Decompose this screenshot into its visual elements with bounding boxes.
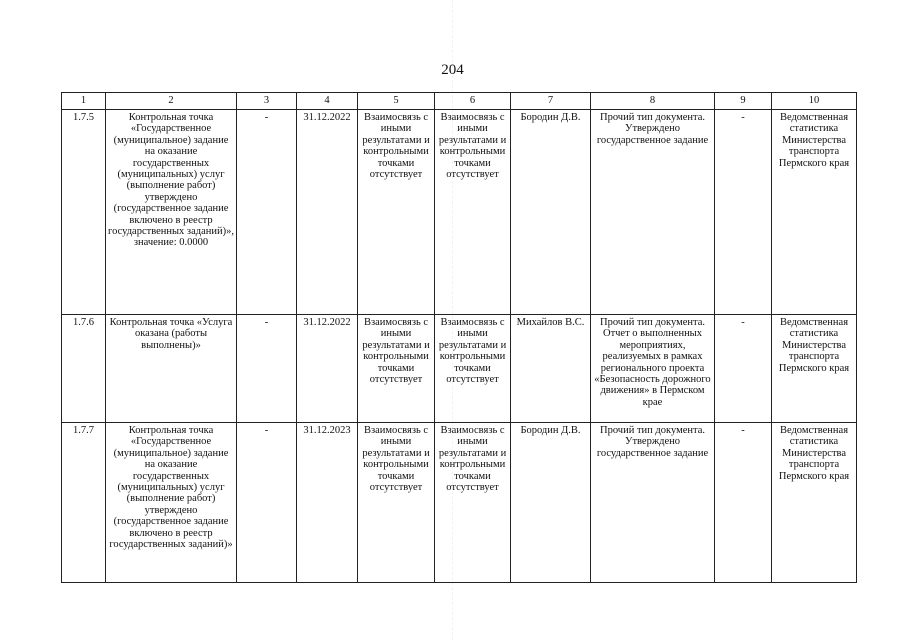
responsible-person: Михайлов В.С. (511, 315, 591, 423)
col-header-6: 6 (435, 93, 511, 110)
document-type: Прочий тип документа. Утверждено государственное задание (591, 423, 715, 583)
relation-results: Взаимосвязь с иными результатами и контрольными точками отсутствует (358, 423, 435, 583)
relation-results: Взаимосвязь с иными результатами и контрольными точками отсутствует (435, 110, 511, 315)
page-number: 204 (441, 62, 464, 78)
document-type: Прочий тип документа. Отчет о выполненных мероприятиях, реализуемых в рамках регионального проекта «Безопасность дорожного движения» в Пермском крае (591, 315, 715, 423)
relation-results: Взаимосвязь с иными результатами и контрольными точками отсутствует (358, 110, 435, 315)
col9-value: - (715, 110, 772, 315)
col-header-2: 2 (106, 93, 237, 110)
due-date: 31.12.2023 (297, 423, 358, 583)
table-row (62, 423, 857, 583)
info-source: Ведомственная статистика Министерства транспорта Пермского края (772, 110, 857, 315)
row-number: 1.7.7 (62, 423, 106, 583)
col-header-1: 1 (62, 93, 106, 110)
col3-value: - (237, 423, 297, 583)
control-point-name: Контрольная точка «Услуга оказана (работы выполнены)» (106, 315, 237, 423)
col3-value: - (237, 315, 297, 423)
control-point-name: Контрольная точка «Государственное (муниципальное) задание на оказание государственных (муниципальных) услуг (выполнение работ) утверждено (государственное задание включено в реестр государственных заданий)», значение: 0.0000 (106, 110, 237, 315)
info-source: Ведомственная статистика Министерства транспорта Пермского края (772, 315, 857, 423)
col-header-8: 8 (591, 93, 715, 110)
table-row (62, 110, 857, 315)
col-header-7: 7 (511, 93, 591, 110)
col-header-10: 10 (772, 93, 857, 110)
responsible-person: Бородин Д.В. (511, 423, 591, 583)
col-header-4: 4 (297, 93, 358, 110)
col-header-5: 5 (358, 93, 435, 110)
responsible-person: Бородин Д.В. (511, 110, 591, 315)
row-number: 1.7.6 (62, 315, 106, 423)
header-row (62, 93, 857, 110)
due-date: 31.12.2022 (297, 315, 358, 423)
table-row (62, 315, 857, 423)
col-header-9: 9 (715, 93, 772, 110)
col9-value: - (715, 315, 772, 423)
info-source: Ведомственная статистика Министерства транспорта Пермского края (772, 423, 857, 583)
control-point-name: Контрольная точка «Государственное (муниципальное) задание на оказание государственных (муниципальных) услуг (выполнение работ) утверждено (государственное задание включено в реестр государственных заданий)» (106, 423, 237, 583)
relation-results: Взаимосвязь с иными результатами и контрольными точками отсутствует (435, 315, 511, 423)
col9-value: - (715, 423, 772, 583)
due-date: 31.12.2022 (297, 110, 358, 315)
relation-results: Взаимосвязь с иными результатами и контрольными точками отсутствует (358, 315, 435, 423)
row-number: 1.7.5 (62, 110, 106, 315)
relation-results: Взаимосвязь с иными результатами и контрольными точками отсутствует (435, 423, 511, 583)
document-type: Прочий тип документа. Утверждено государственное задание (591, 110, 715, 315)
col-header-3: 3 (237, 93, 297, 110)
control-points-table (61, 92, 857, 583)
col3-value: - (237, 110, 297, 315)
